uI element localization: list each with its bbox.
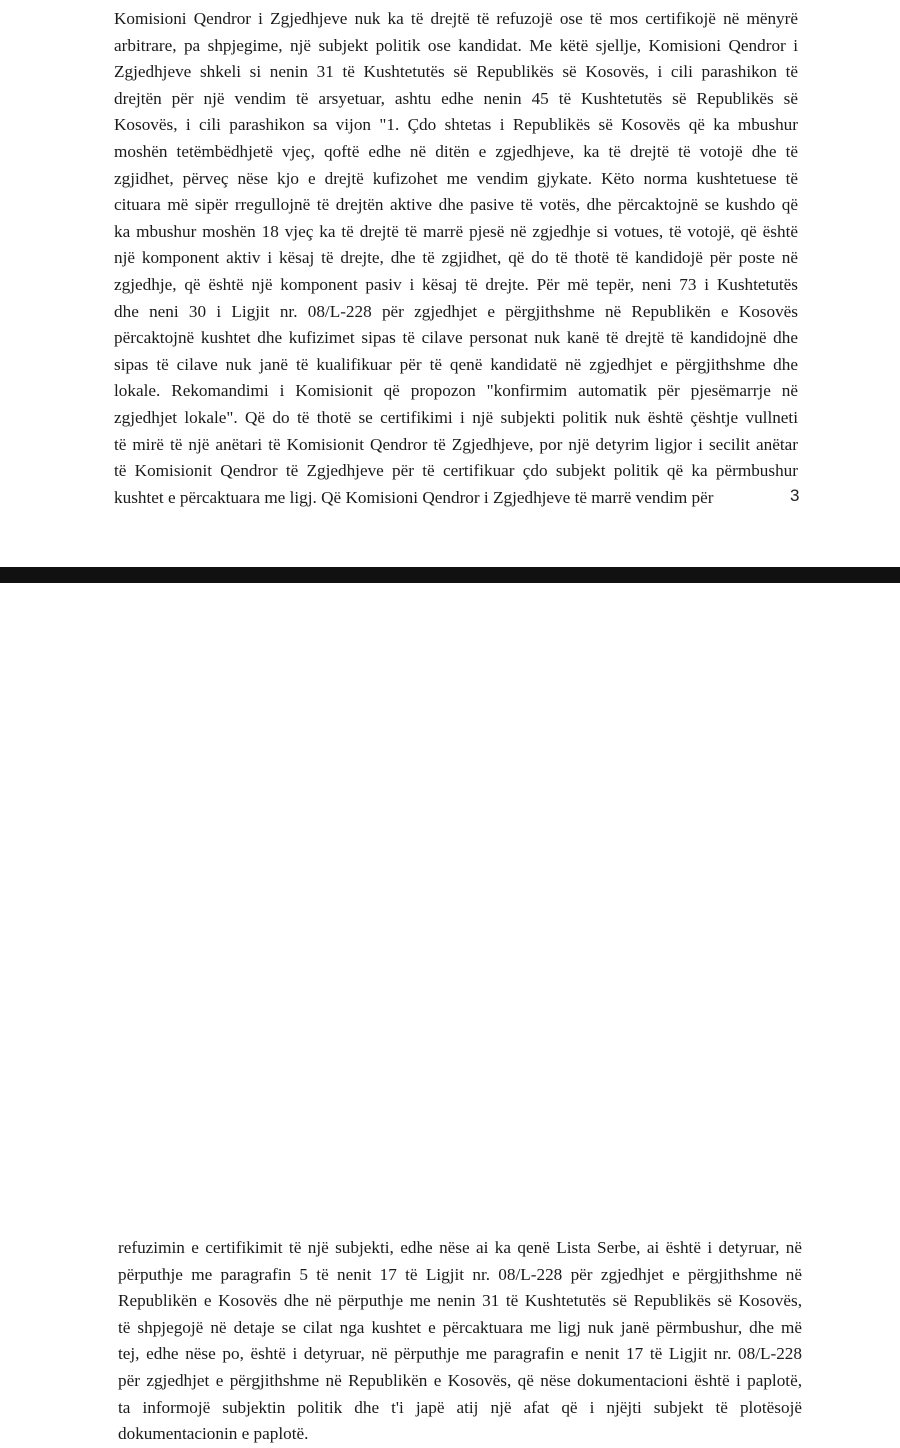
- text-line: zgjidhet, përveç nëse kjo e drejtë kufizohet me vendim gjykate. Këto norma kushtetuese të: [114, 168, 798, 188]
- text-line: sipas të cilave nuk janë të kualifikuar për të qenë kandidatë në zgjedhjet e përgjithshme dhe: [114, 354, 798, 374]
- text-line: të shpjegojë në detaje se cilat nga kushtet e përcaktuara me ligj nuk janë përmbushur, dhe më: [118, 1317, 802, 1337]
- text-line: të Komisionit Qendror të Zgjedhjeve për të certifikuar çdo subjekt politik që ka përmbushur: [114, 461, 798, 481]
- document-page-2: [0, 583, 900, 1444]
- text-line: një komponent aktiv i kësaj të drejte, dhe të zgjidhet, që do të thotë të kandidojë për poste në: [114, 248, 798, 268]
- text-line: për zgjedhjet e përgjithshme në Republikën e Kosovës, që nëse dokumentacioni është i paplotë,: [118, 1370, 802, 1390]
- page-2-body-text: [118, 1235, 802, 1448]
- text-line: zgjedhjet lokale". Që do të thotë se certifikimi i një subjekti politik nuk është çështje vullneti: [114, 407, 798, 427]
- text-line: dhe neni 30 i Ligjit nr. 08/L-228 për zgjedhjet e përgjithshme në Republikën e Kosovës: [114, 301, 798, 321]
- text-line: refuzimin e certifikimit të një subjekti, edhe nëse ai ka qenë Lista Serbe, ai është i detyruar, në: [118, 1238, 802, 1257]
- text-line: Komisioni Qendror i Zgjedhjeve nuk ka të drejtë të refuzojë ose të mos certifikojë në mënyrë: [114, 9, 798, 28]
- text-line: përputhje me paragrafin 5 të nenit 17 të Ligjit nr. 08/L-228 për zgjedhjet e përgjithshme në: [118, 1264, 802, 1284]
- page-1-body-text: [114, 6, 798, 511]
- text-line: Republikën e Kosovës dhe në përputhje me nenin 31 të Kushtetutës së Republikës së Kosovës,: [118, 1291, 802, 1311]
- page-number: 3: [790, 486, 800, 505]
- text-line: arbitrare, pa shpjegime, një subjekt politik ose kandidat. Me këtë sjellje, Komisioni Qendror i: [114, 35, 798, 55]
- text-line: lokale. Rekomandimi i Komisionit që propozon "konfirmim automatik për pjesëmarrje në: [114, 381, 798, 401]
- text-line: ka mbushur moshën 18 vjeç ka të drejtë të marrë pjesë në zgjedhje si votues, të votojë, që është: [114, 221, 798, 241]
- page-separator: [0, 567, 900, 583]
- text-line: ta informojë subjektin politik dhe t'i japë atij një afat që i njëjti subjekt të plotësojë: [118, 1397, 802, 1417]
- text-line: Kosovës, i cili parashikon sa vijon "1. Çdo shtetas i Republikës së Kosovës që ka mbushur: [114, 115, 798, 135]
- text-line: kushtet e përcaktuara me ligj. Që Komisioni Qendror i Zgjedhjeve të marrë vendim për: [114, 487, 714, 507]
- document-page-1: [0, 0, 900, 567]
- text-line: zgjedhje, që është një komponent pasiv i kësaj të drejte. Për më tepër, neni 73 i Kushtetutës: [114, 274, 798, 294]
- text-line: drejtën për një vendim të arsyetuar, ashtu edhe nenin 45 të Kushtetutës së Republikës së: [114, 88, 798, 108]
- text-line: moshën tetëmbëdhjetë vjeç, qoftë edhe në ditën e zgjedhjeve, ka të drejtë të votojë dhe të: [114, 141, 798, 161]
- text-line: të mirë të një anëtari të Komisionit Qendror të Zgjedhjeve, por një detyrim ligjor i secilit anëtar: [114, 434, 798, 454]
- text-line: cituara më sipër rregullojnë të drejtën aktive dhe pasive të votës, dhe përcaktojnë se kushdo që: [114, 195, 798, 215]
- text-line: dokumentacionin e paplotë.: [118, 1424, 309, 1444]
- text-line: Zgjedhjeve shkeli si nenin 31 të Kushtetutës së Republikës së Kosovës, i cili parashikon të: [114, 62, 798, 82]
- text-line: përcaktojnë kushtet dhe kufizimet sipas të cilave personat nuk kanë të drejtë të kandidojnë dhe: [114, 328, 798, 348]
- text-line: tej, edhe nëse po, është i detyruar, në përputhje me paragrafin e nenit 17 të Ligjit nr. 08/L-228: [118, 1344, 802, 1364]
